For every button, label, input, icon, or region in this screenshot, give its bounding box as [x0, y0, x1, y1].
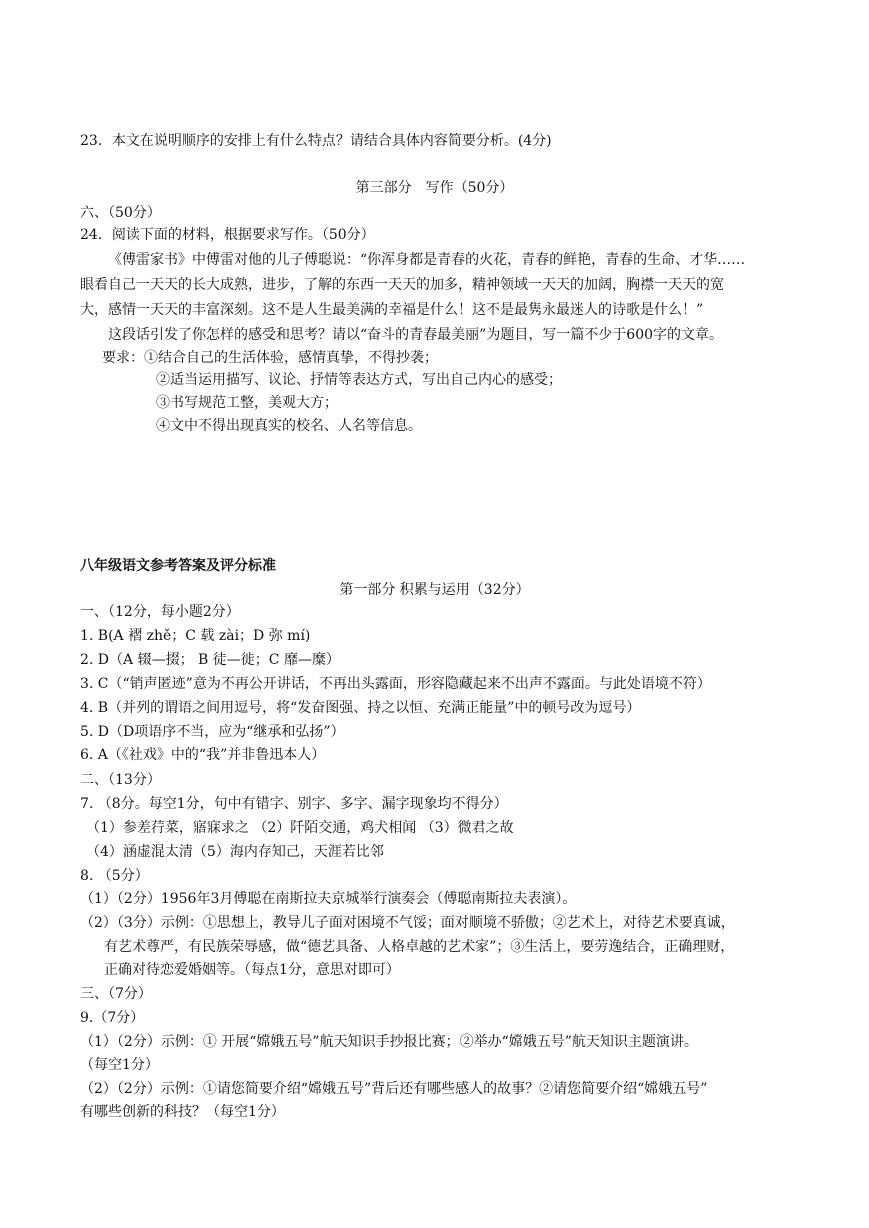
answer-6: 6. A（《社戏》中的“我”并非鲁迅本人） [80, 747, 326, 763]
answer-1: 1. B(A 褶 zhě；C 载 zài；D 弥 mí) [80, 628, 311, 644]
requirements-label: 要求：①结合自己的生活体验，感情真挚，不得抄袭； [102, 350, 438, 366]
answer-7: 7. （8分。每空1分，句中有错字、别字、多字、漏字现象均不得分） [80, 796, 508, 812]
answer-7-line-1: （1）参差荇菜，寤寐求之 （2）阡陌交通，鸡犬相闻 （3）微君之故 [86, 820, 514, 836]
part1-title: 第一部分 积累与运用（32分） [339, 582, 530, 598]
answer-9-part-2-cont: 有哪些创新的科技？（每空1分） [80, 1104, 285, 1120]
answer-8: 8. （5分） [80, 868, 149, 884]
answer-5: 5. D（D项语序不当，应为“继承和弘扬”） [80, 724, 345, 740]
answer-7-line-2: （4）涵虚混太清（5）海内存知己，天涯若比邻 [86, 844, 384, 860]
answer-9: 9.（7分） [80, 1010, 145, 1026]
requirement-3: ③书写规范工整，美观大方； [156, 395, 338, 411]
requirement-4: ④文中不得出现真实的校名、人名等信息。 [156, 418, 422, 434]
material-line-2: 眼看自己一天天的长大成熟，进步，了解的东西一天天的加多，精神领域一天天的加阔，胸襟一天天的宽 [80, 277, 724, 293]
requirement-2: ②适当运用描写、议论、抒情等表达方式，写出自己内心的感受； [156, 372, 562, 388]
answer-9-part-1: （1）（2分）示例：① 开展“嫦娥五号”航天知识手抄报比赛；②举办“嫦娥五号”航天知识主题演讲。 [80, 1034, 698, 1050]
material-line-1: 《傅雷家书》中傅雷对他的儿子傅聪说：“你浑身都是青春的火花，青春的鲜艳，青春的生命、才华…… [108, 252, 746, 268]
answer-8-part-2-cont2: 正确对待恋爱婚姻等。（每点1分，意思对即可） [104, 962, 400, 978]
answer-8-part-2-cont: 有艺术尊严，有民族荣辱感，做“德艺具备、人格卓越的艺术家”；③生活上，要劳逸结合，正确理财， [104, 939, 735, 955]
material-line-3: 大，感情一天天的丰富深刻。这不是人生最美满的幸福是什么！这不是最隽永最迷人的诗歌是什么！” [80, 302, 704, 318]
answer-2: 2. D（A 辍—掇； B 徒—徙；C 靡—糜） [80, 652, 340, 668]
answer-8-part-2: （2）（3分）示例：①思想上，教导儿子面对困境不气馁；面对顺境不骄傲；②艺术上，对待艺术要真诚， [80, 915, 735, 931]
answer-4: 4. B（并列的谓语之间用逗号，将“发奋图强、持之以恒、充满正能量”中的顿号改为逗号） [80, 700, 641, 716]
section-3-heading: 三、（7分） [80, 986, 152, 1002]
answer-9-part-2: （2）（2分）示例：①请您简要介绍“嫦娥五号”背后还有哪些感人的故事？②请您简要介绍“嫦娥五号” [80, 1081, 708, 1097]
part3-title: 第三部分 写作（50分） [355, 180, 514, 196]
section-2-heading: 二、（13分） [80, 772, 161, 788]
writing-prompt: 这段话引发了你怎样的感受和思考？请以“奋斗的青春最美丽”为题目，写一篇不少于600字的文章。 [108, 327, 724, 343]
question-24: 24．阅读下面的材料，根据要求写作。（50分） [80, 227, 375, 243]
answer-8-part-1: （1）（2分）1956年3月傅聪在南斯拉夫京城举行演奏会（傅聪南斯拉夫表演）。 [80, 891, 577, 907]
section-1-heading: 一、（12分，每小题2分） [80, 604, 240, 620]
answer-key-title: 八年级语文参考答案及评分标准 [80, 558, 276, 574]
section-6-heading: 六、（50分） [80, 205, 161, 221]
answer-9-part-1-cont: （每空1分） [80, 1057, 159, 1073]
answer-3: 3. C（“销声匿迹”意为不再公开讲话，不再出头露面，形容隐藏起来不出声不露面。与此处语境不符） [80, 676, 711, 692]
question-23: 23．本文在说明顺序的安排上有什么特点？请结合具体内容简要分析。(4分) [80, 133, 552, 149]
